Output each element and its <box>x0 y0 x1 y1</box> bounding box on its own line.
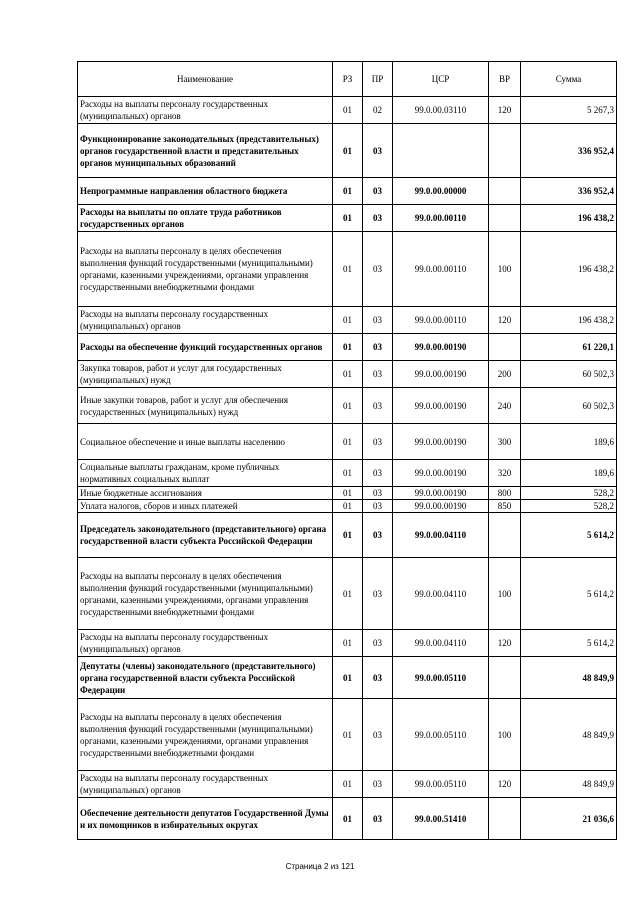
row-pr: 03 <box>363 178 393 205</box>
row-vr <box>489 513 521 558</box>
row-vr <box>489 657 521 699</box>
row-csr: 99.0.00.05110 <box>393 699 489 771</box>
row-rz: 01 <box>333 513 363 558</box>
row-vr <box>489 798 521 840</box>
row-name: Функционирование законодательных (представительных) органов государственной власти и представительных органов муниципальных образований <box>78 124 333 178</box>
row-name: Закупка товаров, работ и услуг для государственных (муниципальных) нужд <box>78 361 333 388</box>
row-pr: 03 <box>363 771 393 798</box>
row-sum: 61 220,1 <box>521 334 617 361</box>
row-sum: 48 849,9 <box>521 771 617 798</box>
row-sum: 528,2 <box>521 500 617 513</box>
row-rz: 01 <box>333 558 363 630</box>
row-pr: 02 <box>363 97 393 124</box>
row-pr: 03 <box>363 798 393 840</box>
row-rz: 01 <box>333 307 363 334</box>
row-sum: 48 849,9 <box>521 657 617 699</box>
table-row <box>78 798 617 840</box>
row-rz: 01 <box>333 232 363 307</box>
row-name: Расходы на обеспечение функций государственных органов <box>78 334 333 361</box>
header-csr: ЦСР <box>393 62 489 97</box>
table-row <box>78 178 617 205</box>
row-rz: 01 <box>333 124 363 178</box>
row-sum: 336 952,4 <box>521 124 617 178</box>
row-vr <box>489 205 521 232</box>
row-name: Расходы на выплаты персоналу государственных (муниципальных) органов <box>78 771 333 798</box>
row-rz: 01 <box>333 771 363 798</box>
row-pr: 03 <box>363 307 393 334</box>
header-pr: ПР <box>363 62 393 97</box>
row-csr: 99.0.00.04110 <box>393 630 489 657</box>
row-rz: 01 <box>333 699 363 771</box>
table-row <box>78 460 617 487</box>
row-csr: 99.0.00.51410 <box>393 798 489 840</box>
header-rz: РЗ <box>333 62 363 97</box>
row-vr <box>489 178 521 205</box>
row-sum: 336 952,4 <box>521 178 617 205</box>
row-csr: 99.0.00.00110 <box>393 205 489 232</box>
row-vr: 120 <box>489 630 521 657</box>
row-sum: 5 614,2 <box>521 558 617 630</box>
row-csr: 99.0.00.00190 <box>393 361 489 388</box>
row-csr: 99.0.00.00110 <box>393 307 489 334</box>
table-row <box>78 307 617 334</box>
row-rz: 01 <box>333 178 363 205</box>
row-sum: 5 614,2 <box>521 630 617 657</box>
table-row <box>78 232 617 307</box>
row-name: Обеспечение деятельности депутатов Государственной Думы и их помощников в избирательных округах <box>78 798 333 840</box>
row-pr: 03 <box>363 513 393 558</box>
row-rz: 01 <box>333 630 363 657</box>
row-name: Непрограммные направления областного бюджета <box>78 178 333 205</box>
row-sum: 196 438,2 <box>521 307 617 334</box>
row-name: Расходы на выплаты персоналу в целях обеспечения выполнения функций государственными (муниципальными) органами, казенными учреждениями, органами управления государственными внебюджетными фондами <box>78 232 333 307</box>
table-row <box>78 97 617 124</box>
row-rz: 01 <box>333 424 363 460</box>
table-row <box>78 558 617 630</box>
header-vr: ВР <box>489 62 521 97</box>
row-vr: 120 <box>489 771 521 798</box>
row-name: Иные закупки товаров, работ и услуг для обеспечения государственных (муниципальных) нужд <box>78 388 333 424</box>
table-row <box>78 500 617 513</box>
table-row <box>78 361 617 388</box>
row-vr: 120 <box>489 97 521 124</box>
table-header-row <box>78 62 617 97</box>
page-number: Страница 2 из 121 <box>285 862 355 871</box>
row-csr: 99.0.00.04110 <box>393 558 489 630</box>
row-sum: 60 502,3 <box>521 388 617 424</box>
header-sum: Сумма <box>521 62 617 97</box>
row-vr <box>489 124 521 178</box>
row-csr: 99.0.00.00110 <box>393 232 489 307</box>
table-row <box>78 657 617 699</box>
row-name: Социальные выплаты гражданам, кроме публичных нормативных социальных выплат <box>78 460 333 487</box>
table-row <box>78 630 617 657</box>
row-vr <box>489 334 521 361</box>
row-vr: 120 <box>489 307 521 334</box>
row-name: Иные бюджетные ассигнования <box>78 487 333 500</box>
row-name: Расходы на выплаты персоналу в целях обеспечения выполнения функций государственными (муниципальными) органами, казенными учреждениями, органами управления государственными внебюджетными фондами <box>78 558 333 630</box>
row-csr: 99.0.00.00000 <box>393 178 489 205</box>
row-vr: 100 <box>489 558 521 630</box>
row-name: Социальное обеспечение и иные выплаты населению <box>78 424 333 460</box>
row-vr: 100 <box>489 699 521 771</box>
row-pr: 03 <box>363 460 393 487</box>
table-row <box>78 487 617 500</box>
row-pr: 03 <box>363 699 393 771</box>
row-name: Депутаты (члены) законодательного (представительного) органа государственной власти субъекта Российской Федерации <box>78 657 333 699</box>
row-rz: 01 <box>333 500 363 513</box>
table-row <box>78 513 617 558</box>
row-sum: 21 036,6 <box>521 798 617 840</box>
budget-table <box>77 61 617 840</box>
row-pr: 03 <box>363 388 393 424</box>
row-rz: 01 <box>333 657 363 699</box>
row-pr: 03 <box>363 487 393 500</box>
row-sum: 189,6 <box>521 460 617 487</box>
row-name: Расходы на выплаты персоналу в целях обеспечения выполнения функций государственными (муниципальными) органами, казенными учреждениями, органами управления государственными внебюджетными фондами <box>78 699 333 771</box>
row-pr: 03 <box>363 630 393 657</box>
row-rz: 01 <box>333 361 363 388</box>
table-row <box>78 334 617 361</box>
row-csr: 99.0.00.00190 <box>393 334 489 361</box>
table-row <box>78 124 617 178</box>
row-sum: 528,2 <box>521 487 617 500</box>
row-vr: 300 <box>489 424 521 460</box>
row-pr: 03 <box>363 205 393 232</box>
row-rz: 01 <box>333 798 363 840</box>
row-pr: 03 <box>363 334 393 361</box>
row-pr: 03 <box>363 424 393 460</box>
row-csr: 99.0.00.00190 <box>393 500 489 513</box>
row-sum: 60 502,3 <box>521 361 617 388</box>
row-csr: 99.0.00.00190 <box>393 460 489 487</box>
table-row <box>78 205 617 232</box>
row-sum: 189,6 <box>521 424 617 460</box>
row-sum: 196 438,2 <box>521 232 617 307</box>
row-pr: 03 <box>363 558 393 630</box>
row-sum: 48 849,9 <box>521 699 617 771</box>
table-body <box>78 97 617 840</box>
row-vr: 320 <box>489 460 521 487</box>
table-row <box>78 771 617 798</box>
row-rz: 01 <box>333 97 363 124</box>
row-name: Уплата налогов, сборов и иных платежей <box>78 500 333 513</box>
row-sum: 5 614,2 <box>521 513 617 558</box>
header-name: Наименование <box>78 62 333 97</box>
row-sum: 196 438,2 <box>521 205 617 232</box>
table-row <box>78 699 617 771</box>
row-csr: 99.0.00.05110 <box>393 771 489 798</box>
row-vr: 200 <box>489 361 521 388</box>
row-vr: 850 <box>489 500 521 513</box>
row-pr: 03 <box>363 361 393 388</box>
table-row <box>78 424 617 460</box>
row-pr: 03 <box>363 657 393 699</box>
row-csr: 99.0.00.00190 <box>393 388 489 424</box>
row-csr <box>393 124 489 178</box>
row-csr: 99.0.00.04110 <box>393 513 489 558</box>
row-name: Расходы на выплаты по оплате труда работников государственных органов <box>78 205 333 232</box>
row-sum: 5 267,3 <box>521 97 617 124</box>
row-rz: 01 <box>333 205 363 232</box>
row-name: Расходы на выплаты персоналу государственных (муниципальных) органов <box>78 630 333 657</box>
row-vr: 800 <box>489 487 521 500</box>
row-name: Расходы на выплаты персоналу государственных (муниципальных) органов <box>78 307 333 334</box>
row-pr: 03 <box>363 500 393 513</box>
row-name: Расходы на выплаты персоналу государственных (муниципальных) органов <box>78 97 333 124</box>
row-rz: 01 <box>333 334 363 361</box>
row-pr: 03 <box>363 124 393 178</box>
row-rz: 01 <box>333 460 363 487</box>
table-row <box>78 388 617 424</box>
row-csr: 99.0.00.05110 <box>393 657 489 699</box>
row-csr: 99.0.00.00190 <box>393 487 489 500</box>
row-vr: 100 <box>489 232 521 307</box>
row-pr: 03 <box>363 232 393 307</box>
row-vr: 240 <box>489 388 521 424</box>
row-csr: 99.0.00.00190 <box>393 424 489 460</box>
row-csr: 99.0.00.03110 <box>393 97 489 124</box>
row-rz: 01 <box>333 388 363 424</box>
row-name: Председатель законодательного (представительного) органа государственной власти субъекта Российской Федерации <box>78 513 333 558</box>
row-rz: 01 <box>333 487 363 500</box>
